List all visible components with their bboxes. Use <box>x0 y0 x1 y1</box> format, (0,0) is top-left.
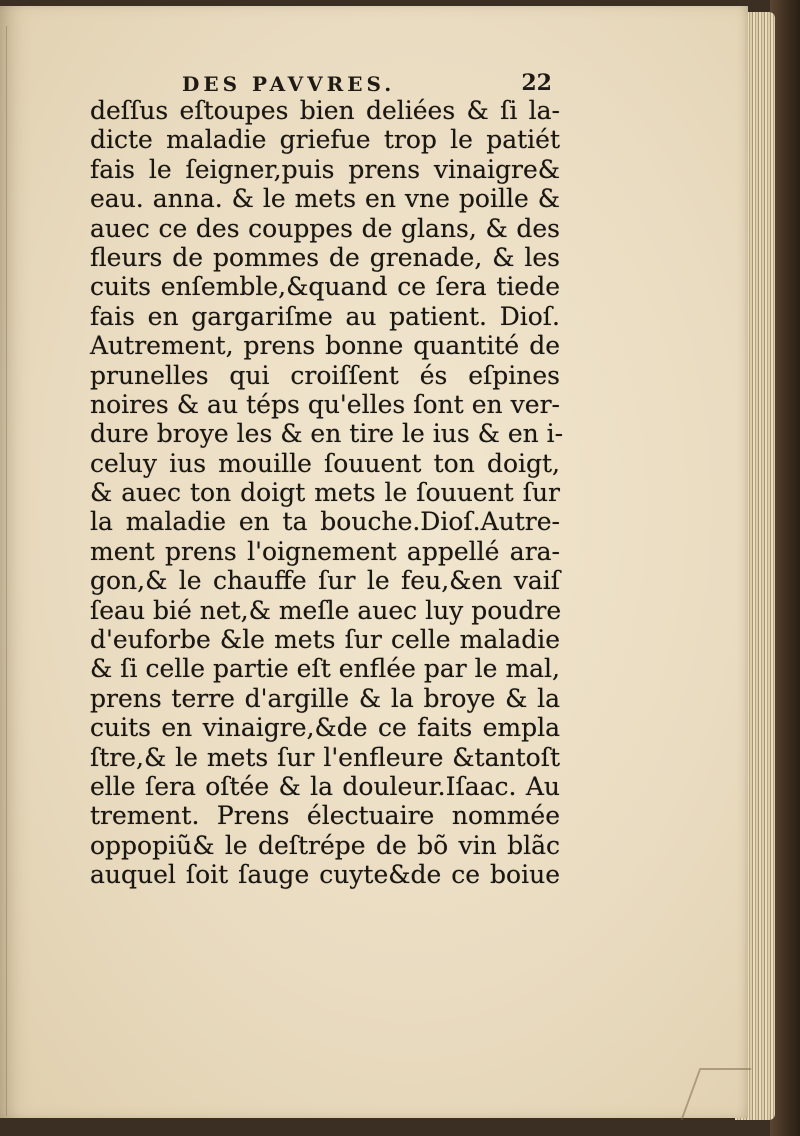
text-line: prens terre d'argille & la broye & la <box>90 683 560 713</box>
text-line: la maladie en ta bouche.Dioſ.Autre- <box>90 507 560 537</box>
folded-corner <box>681 1068 752 1120</box>
text-line: Autrement, prens bonne quantité de <box>90 331 560 361</box>
text-line: trement. Prens électuaire nommée <box>90 801 560 831</box>
text-line: gon,& le chauffe ſur le feu,&en vaiſ <box>90 566 560 596</box>
text-line: d'euforbe &le mets ſur celle maladie <box>90 625 560 655</box>
text-line: cuits en vinaigre,&de ce faits empla <box>90 713 560 743</box>
text-line: prunelles qui croiſſent és eſpines <box>90 360 560 390</box>
text-line: & ſi celle partie eſt enflée par le mal, <box>90 654 560 684</box>
text-line: celuy ius mouille ſouuent ton doigt, <box>90 448 560 478</box>
text-line: & auec ton doigt mets le ſouuent ſur <box>90 478 560 508</box>
text-line: noires & au téps qu'elles ſont en ver- <box>90 389 560 419</box>
text-line: dure broye les & en tire le ius & en i- <box>90 419 564 449</box>
text-line: elle ſera oſtée & la douleur.Iſaac. Au <box>90 771 560 801</box>
book-page <box>0 6 748 1118</box>
text-line: deſſus eſtoupes bien deliées & ſi la- <box>90 96 560 125</box>
text-line: cuits enſemble,&quand ce ſera tiede <box>90 272 560 302</box>
text-line: ſeau bié net,& meſle auec luy poudre <box>90 595 562 625</box>
text-line: ſtre,& le mets ſur l'enfleure &tantoſt <box>90 742 560 772</box>
text-line: fleurs de pommes de grenade, & les <box>90 242 560 272</box>
running-title: DES PAVVRES. <box>182 72 396 96</box>
text-line: auquel ſoit ſauge cuyte&de ce boiue <box>90 860 560 890</box>
text-line: oppopiũ& le deſtrépe de bõ vin blãc <box>90 830 560 860</box>
text-line: fais en gargariſme au patient. Dioſ. <box>90 301 560 331</box>
text-line: ment prens l'oignement appellé ara- <box>90 536 560 566</box>
page-number: 22 <box>521 70 552 96</box>
text-block <box>90 96 564 890</box>
text-line: eau. anna. & le mets en vne poille & <box>90 184 560 214</box>
text-line: fais le ſeigner,puis prens vinaigre& <box>90 154 560 184</box>
text-line: auec ce des couppes de glans, & des <box>90 213 560 243</box>
text-line: dicte maladie griefue trop le patiét <box>90 125 560 155</box>
gutter <box>6 26 21 1116</box>
